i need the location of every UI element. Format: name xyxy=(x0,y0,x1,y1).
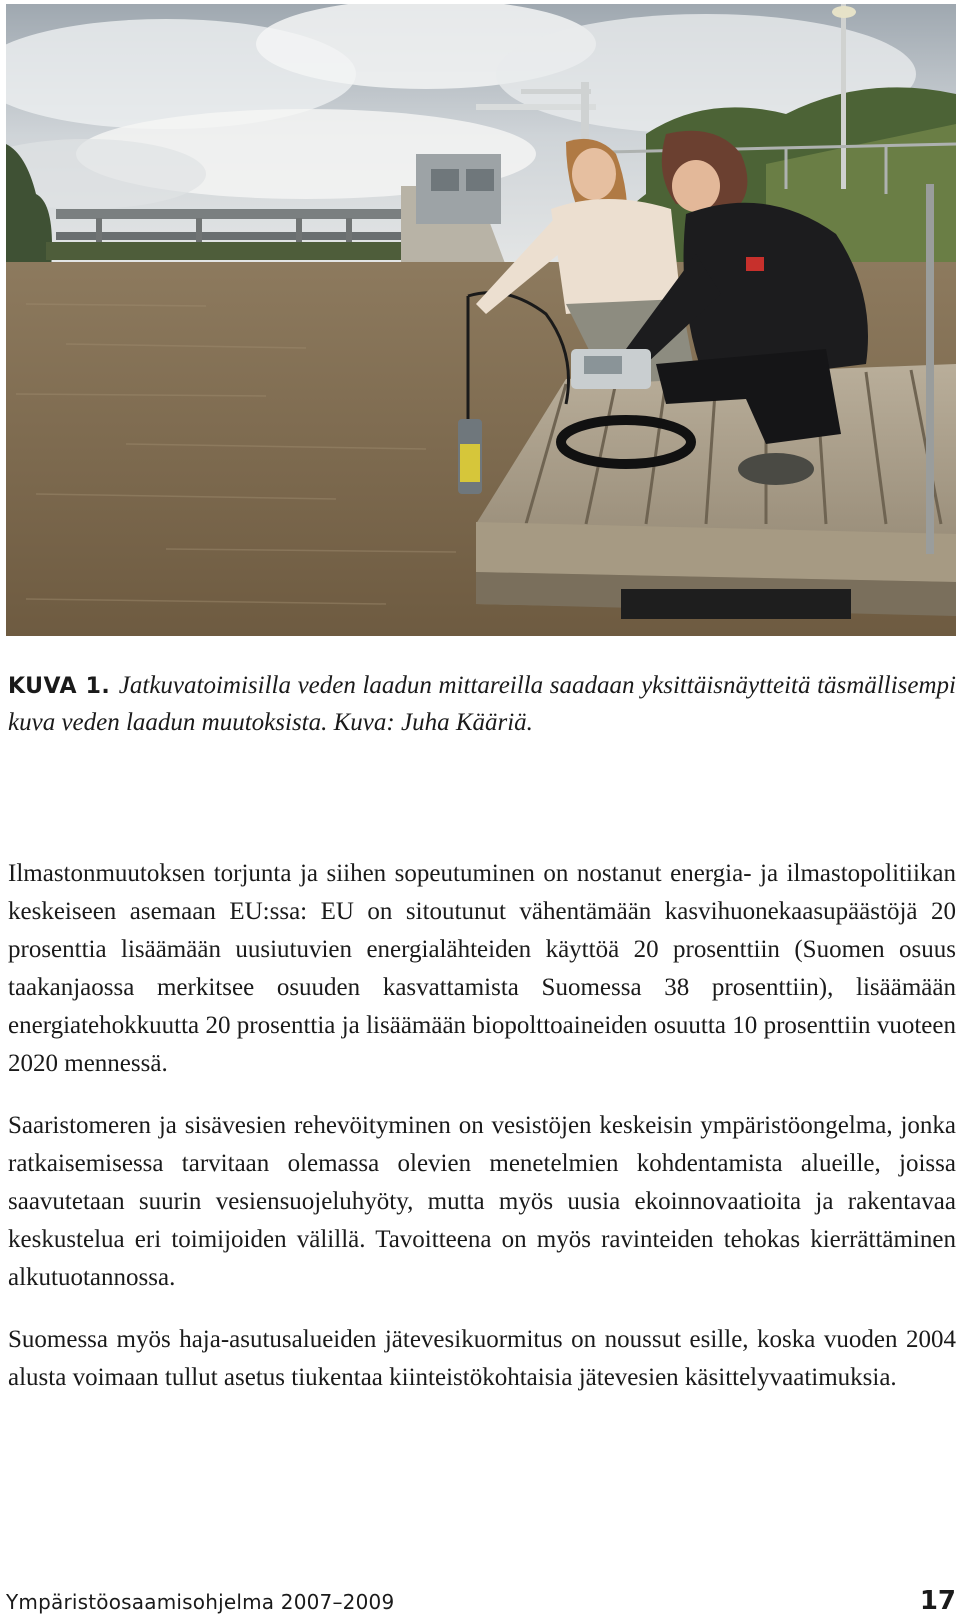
handheld-meter xyxy=(571,349,651,389)
paragraph: Saaristomeren ja sisävesien rehevöityminen on vesistöjen keskeisin ympäristöongelma, jonka ratkaisemisessa tarvitaan olemassa olevien menetelmien kohdentamista alueille, joissa saavutetaan suurin vesiensuojeluhyöty, mutta myös uusia ekoinnovaatioita ja rakentavaa keskustelua eri toimijoiden välillä. Tavoitteena on myös ravinteiden tehokas kierrättäminen alkutuotannossa. xyxy=(8,1112,956,1291)
page-footer xyxy=(6,1588,956,1618)
page-number: 17 xyxy=(919,1586,956,1616)
bridge xyxy=(46,209,406,260)
caption-text: Jatkuvatoimisilla veden laadun mittareilla saadaan yksittäisnäytteitä täsmällisempi kuva veden laadun muutoksista. Kuva: Juha Kääriä. xyxy=(8,672,956,736)
paragraph: Suomessa myös haja-asutusalueiden jätevesikuormitus on noussut esille, koska vuoden 2004 alusta voimaan tullut asetus tiukentaa kiinteistökohtaisia jätevesien käsittelyvaatimuksia. xyxy=(8,1326,956,1391)
figure-caption xyxy=(8,668,956,741)
publication-title: Ympäristöosaamisohjelma 2007–2009 xyxy=(6,1590,395,1614)
caption-label: KUVA 1. xyxy=(8,674,119,699)
body-text xyxy=(8,855,956,1421)
paragraph: Ilmastonmuutoksen torjunta ja siihen sopeutuminen on nostanut energia- ja ilmastopolitiikan keskeiseen asemaan EU:ssa: EU on sitoutunut vähentämään kasvihuonekaasupäästöjä 20 prosenttia lisäämään uusiutuvien energialähteiden käyttöä 20 prosenttiin (Suomen osuus taakanjaossa merkitsee osuuden kasvattamista Suomessa 38 prosenttiin), lisäämään energiatehokkuutta 20 prosenttia ja lisäämään biopolttoaineiden osuutta 10 prosenttiin vuoteen 2020 mennessä. xyxy=(8,860,956,1077)
river-photo xyxy=(6,4,956,636)
